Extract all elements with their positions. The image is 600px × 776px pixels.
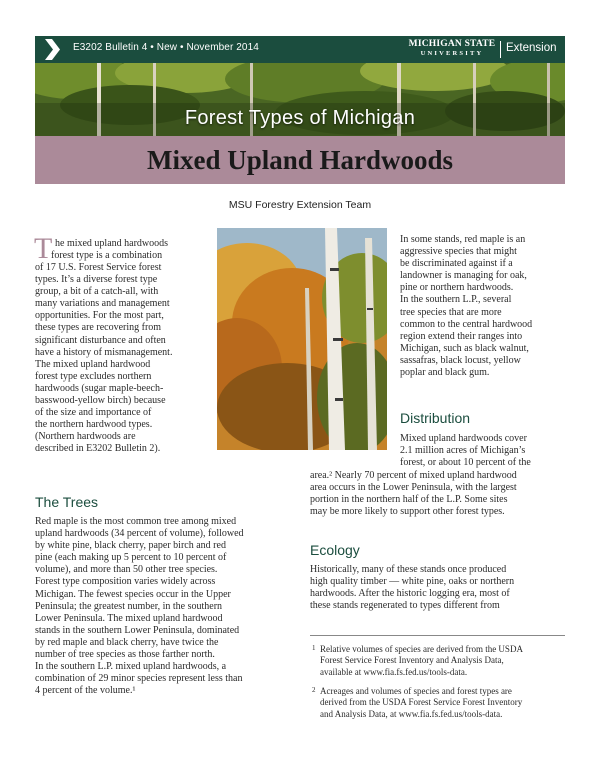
text-line: common to the central hardwood	[400, 318, 533, 330]
text-line: basswood-yellow birch) because	[35, 395, 166, 407]
author-line: MSU Forestry Extension Team	[228, 199, 372, 211]
text-line: hardwoods. After the historic logging era, most of	[310, 588, 510, 600]
text-line: the northern hardwood types.	[35, 419, 153, 431]
intro-paragraph-body	[35, 262, 172, 456]
msu-logo	[407, 40, 497, 57]
ecology-heading: Ecology	[310, 542, 360, 558]
forest-photo	[217, 228, 387, 450]
text-line: hardwoods (sugar maple-beech-	[35, 382, 164, 394]
page-title: Mixed Upland Hardwoods	[146, 145, 454, 175]
text-line: Forest Service Forest Inventory and Analysis Data,	[320, 655, 504, 666]
footnote-2	[312, 686, 523, 720]
text-line: opportunities. For the most part,	[35, 310, 164, 322]
text-line: 4 percent of the volume.¹	[35, 685, 136, 697]
text-line: volume), and more than 50 other tree species.	[35, 564, 218, 576]
distribution-heading: Distribution	[400, 410, 471, 426]
header-bar	[35, 36, 565, 63]
text-line: high quality timber — white pine, oaks or northern	[310, 576, 515, 588]
text-line: these types are recovering from	[35, 322, 162, 334]
text-line: he mixed upland hardwoods	[55, 238, 169, 249]
text-line: these stands regenerated to types different from	[310, 600, 500, 612]
text-line: 2.1 million acres of Michigan’s	[400, 445, 526, 457]
text-line: region extend their ranges into	[400, 330, 523, 342]
text-line: forest type excludes northern	[35, 370, 152, 382]
msu-logo-line2: UNIVERSITY	[420, 49, 484, 57]
text-line: landowner is managing for oak,	[400, 270, 527, 282]
text-line: Michigan, such as black walnut,	[400, 342, 529, 354]
footnote-1	[312, 644, 523, 678]
trees-heading: The Trees	[35, 494, 99, 510]
text-line: In the southern L.P., several	[400, 294, 512, 306]
text-line: portion in the northern half of the L.P. Some sites	[310, 494, 508, 506]
text-line: of the size and importance of	[35, 407, 152, 419]
msu-logo-line1: MICHIGAN STATE	[408, 39, 496, 49]
text-line: derived from the USDA Forest Service Forest Inventory	[320, 697, 523, 708]
text-line: Acreages and volumes of species and forest types are	[320, 686, 512, 696]
text-line: (Northern hardwoods are	[35, 431, 136, 443]
text-line: Historically, many of these stands once produced	[310, 564, 507, 575]
text-line: area.² Nearly 70 percent of mixed upland hardwood	[310, 470, 517, 481]
text-line: pine or northern hardwoods.	[400, 282, 514, 294]
text-line: Michigan. The fewest species occur in the Upper	[35, 588, 231, 600]
text-line: Relative volumes of species are derived from the USDA	[320, 644, 523, 654]
text-line: available at www.fia.fs.fed.us/tools-data.	[320, 666, 468, 677]
text-line: Red maple is the most common tree among mixed	[35, 516, 237, 527]
text-line: may be more likely to support other forest types.	[310, 506, 505, 518]
text-line: upland hardwoods (34 percent of volume), followed	[35, 528, 244, 540]
title-bar	[35, 136, 565, 184]
text-line: by white pine, black cherry, paper birch and red	[35, 540, 226, 552]
text-line: area occurs in the Lower Peninsula, with the largest	[310, 482, 517, 494]
text-line: types. It’s a diverse forest type	[35, 274, 158, 286]
right-column-paragraph	[400, 234, 532, 379]
bulletin-info: E3202 Bulletin 4 • New • November 2014	[73, 42, 259, 53]
text-line: aggressive species that might	[400, 246, 517, 258]
text-line: by red maple and black cherry, have twice the	[35, 636, 219, 648]
trees-paragraph	[35, 516, 244, 697]
footnote-mark: 1	[312, 644, 316, 652]
text-line: In some stands, red maple is an	[400, 234, 526, 245]
text-line: Peninsula; the greatest number, in the southern	[35, 600, 223, 612]
chevron-right-icon	[43, 39, 61, 60]
text-line: Lower Peninsula. The mixed upland hardwood	[35, 612, 223, 624]
text-line: tree species that are more	[400, 306, 502, 318]
text-line: significant disturbance and often	[35, 334, 166, 346]
text-line: have a history of mismanagement.	[35, 346, 173, 358]
text-line: pine (each making up 5 percent to 10 percent of	[35, 552, 227, 564]
text-line: number of tree species as those farther north.	[35, 649, 215, 661]
text-line: forest, or about 10 percent of the	[400, 457, 531, 469]
text-line: Forest type composition varies widely across	[35, 576, 216, 588]
text-line: The mixed upland hardwood	[35, 358, 151, 370]
intro-paragraph	[51, 250, 162, 262]
ecology-paragraph	[310, 564, 514, 612]
birch-trees-image	[217, 228, 387, 450]
text-line: stands in the southern Lower Peninsula, dominated	[35, 624, 240, 636]
intro-line-0	[55, 238, 168, 250]
text-line: forest type is a combination	[51, 250, 163, 261]
logo-divider	[500, 41, 501, 58]
text-line: and Analysis Data, at www.fia.fs.fed.us/tools-data.	[320, 708, 503, 719]
text-line: combination of 29 minor species represent less than	[35, 673, 243, 685]
footnote-mark: 2	[312, 686, 316, 694]
text-line: Mixed upland hardwoods cover	[400, 433, 527, 444]
distribution-paragraph-wide	[310, 470, 517, 518]
drop-cap: T	[34, 232, 53, 265]
text-line: poplar and black gum.	[400, 367, 490, 379]
text-line: be discriminated against if a	[400, 258, 513, 270]
text-line: of 17 U.S. Forest Service forest	[35, 262, 162, 273]
forest-banner	[35, 63, 565, 136]
text-line: sassafras, black locust, yellow	[400, 354, 521, 366]
text-line: group, a bit of a catch-all, with	[35, 286, 159, 298]
series-title: Forest Types of Michigan	[184, 107, 416, 129]
extension-label: Extension	[506, 42, 557, 54]
text-line: many variations and management	[35, 298, 170, 310]
text-line: In the southern L.P. mixed upland hardwoods, a	[35, 661, 227, 673]
footnote-rule	[310, 635, 565, 636]
text-line: described in E3202 Bulletin 2).	[35, 443, 161, 455]
distribution-paragraph-narrow	[400, 433, 531, 469]
